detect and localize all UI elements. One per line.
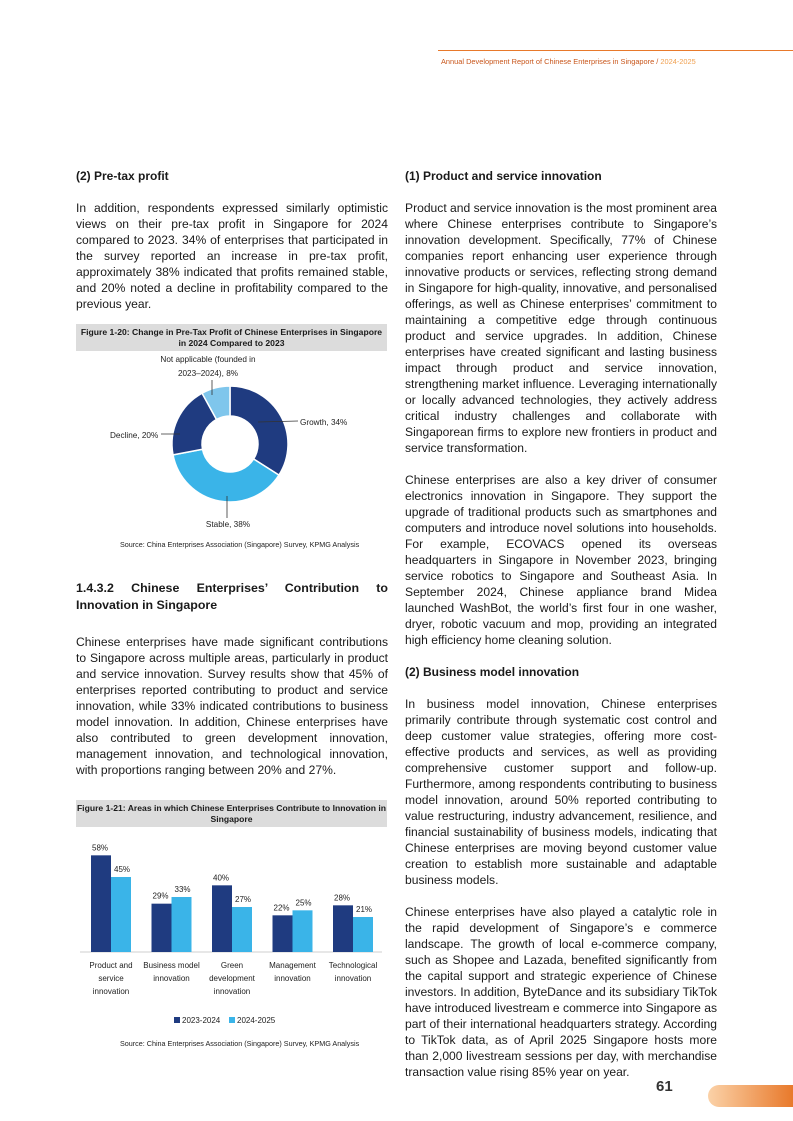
category-label: Green (220, 961, 244, 970)
bar-4-2024-2025 (293, 910, 313, 952)
bars (91, 843, 373, 952)
legend-2024-2025: 2024-2025 (237, 1016, 276, 1025)
donut-slices (172, 386, 288, 502)
bar-value-label: 27% (235, 895, 252, 904)
category-label: innovation (153, 974, 190, 983)
figure-20-source: Source: China Enterprises Association (Singapore) Survey, KPMG Analysis (120, 540, 360, 549)
bar-3-2024-2025 (232, 907, 252, 952)
page-number: 61 (656, 1078, 673, 1095)
bar-5-2023-2024 (333, 905, 353, 952)
figure-21-title: Figure 1-21: Areas in which Chinese Enterprises Contribute to Innovation in Singapore (76, 800, 387, 827)
category-label: innovation (92, 987, 130, 996)
product-paragraph-2: Chinese enterprises are also a key driver of consumer electronics innovation in Singapore. They support the upgrade of traditional products such as smartphones and computers and introduce novel solutions into households. For example, ECOVACS opened its overseas headquarters in Singapore in November 2023, bringing service robotics to Singapore and Southeast Asia. In September 2024, Chinese appliance brand Midea launched WashBot, the world’s first four in one washer, dryer, robotic vacuum and mop, providing an integrated high efficiency home cleaning solution. (405, 473, 717, 647)
innovation-body: Chinese enterprises have made significant contributions to Singapore across multiple areas, particularly in product and service innovation. Survey results show that 45% of enterprises reported contributing to product and service innovation, while 33% indicated contributions to business model innovation. In addition, Chinese enterprises have also contributed to green development innovation, management innovation, and technological innovation, with proportions ranging between 20% and 27%. (76, 635, 388, 777)
category-label: innovation (274, 974, 311, 983)
category-label: innovation (213, 987, 251, 996)
product-heading: (1) Product and service innovation (405, 169, 602, 183)
bar-5-2024-2025 (353, 917, 373, 952)
category-label: Technological (328, 961, 378, 970)
bar-3-2023-2024 (212, 885, 232, 952)
legend-2023-2024: 2023-2024 (182, 1016, 221, 1025)
category-label: Product and (89, 961, 133, 970)
header-rule (438, 50, 793, 51)
legend-swatch-2023-2024 (174, 1017, 180, 1023)
category-labels (89, 961, 377, 996)
category-label: Business model (143, 961, 200, 970)
bar-value-label: 22% (273, 903, 290, 913)
bar-value-label: 28% (334, 893, 351, 903)
bar-2-2023-2024 (152, 904, 172, 952)
category-label: innovation (334, 974, 372, 983)
label-growth: Growth, 34% (300, 418, 348, 427)
bar-value-label: 40% (213, 873, 230, 883)
innovation-heading: 1.4.3.2 Chinese Enterprises’ Contribution to Innovation in Singapore (76, 581, 388, 612)
category-label: Management (269, 961, 316, 970)
innovation-section (76, 580, 388, 778)
figure-20-donut-chart (76, 350, 387, 534)
pretax-heading: (2) Pre-tax profit (76, 169, 169, 183)
running-header (441, 57, 696, 66)
bar-value-label: 29% (152, 891, 169, 901)
label-decline: Decline, 20% (110, 431, 159, 440)
bar-value-label: 58% (92, 843, 109, 853)
header-separator: / (654, 57, 661, 66)
bar-value-label: 25% (295, 898, 312, 908)
category-label: development (209, 974, 255, 983)
legend-swatch-2024-2025 (229, 1017, 235, 1023)
pretax-section (76, 168, 388, 312)
bar-value-label: 45% (114, 865, 131, 874)
label-not-applicable-line1: Not applicable (founded in (160, 355, 256, 364)
page-number-band (708, 1085, 793, 1107)
bar-value-label: 21% (356, 905, 373, 914)
product-paragraph-1: Product and service innovation is the most prominent area where Chinese enterprises contribute to Singapore’s innovation development. Specifically, 77% of Chinese companies report enhancing user experience through innovative products or services, reflecting strong demand in Singapore for high-quality, innovative, and personalised offerings, as well as Chinese enterprises’ commitment to maintaining a competitive edge through continuous product and service upgrades. In addition, Chinese enterprises have created significant and lasting business impact through product and service innovation, strengthening market influence. Leveraging internationally or locally advanced technologies, they actively address critical industry challenges and collaborate with Singaporean firms to explore new frontiers in product and service transformation. (405, 201, 717, 455)
bar-1-2024-2025 (111, 877, 131, 952)
bar-1-2023-2024 (91, 855, 111, 952)
header-title: Annual Development Report of Chinese Enterprises in Singapore (441, 57, 655, 66)
category-label: service (98, 974, 124, 983)
business-paragraph-2: Chinese enterprises have also played a catalytic role in the rapid development of Singapore’s e commerce landscape. The growth of local e-commerce company, such as Shopee and Lazada, benefited significantly from the capital support and strategic experience of Chinese investors. In addition, ByteDance and its subsidiary TikTok have introduced livestream e commerce into Singapore as part of their international headquarters strategy. According to TikTok data, as of April 2025 Singapore hosts more than 2,000 livestream sessions per day, with merchandise transaction value rising 85% year on year. (405, 905, 717, 1079)
business-paragraph-1: In business model innovation, Chinese enterprises primarily contribute through systematic cost control and deep customer value strategies, offering more cost-effective products and services, as well as providing comprehensive customer support and follow-up. Furthermore, among respondents contributing to business model innovation, around 50% reported contributing to value restructuring, industry advancement, resilience, and financial sustainability of business models, indicating that Chinese enterprises are moving beyond customer value creation to establish more sustainable and adaptable business models. (405, 697, 717, 887)
pretax-body: In addition, respondents expressed similarly optimistic views on their pre-tax profit in Singapore for 2024 compared to 2023. 34% of enterprises that participated in the survey reported an increase in pre-tax profit, approximately 38% indicated that profits remained stable, and 20% noted a decline in profitability compared to the previous year. (76, 201, 388, 311)
header-years: 2024-2025 (660, 57, 696, 66)
label-stable: Stable, 38% (205, 520, 251, 529)
figure-21-source: Source: China Enterprises Association (Singapore) Survey, KPMG Analysis (120, 1039, 360, 1048)
business-heading: (2) Business model innovation (405, 665, 580, 679)
right-column (405, 168, 717, 1080)
bar-2-2024-2025 (172, 897, 192, 952)
figure-21-bar-chart (76, 828, 387, 1036)
figure-20-title: Figure 1-20: Change in Pre-Tax Profit of Chinese Enterprises in Singapore in 2024 Compared to 2023 (76, 324, 387, 351)
bar-value-label: 33% (174, 885, 191, 894)
bar-4-2023-2024 (273, 915, 293, 952)
label-not-applicable-line2: 2023–2024), 8% (177, 369, 239, 378)
